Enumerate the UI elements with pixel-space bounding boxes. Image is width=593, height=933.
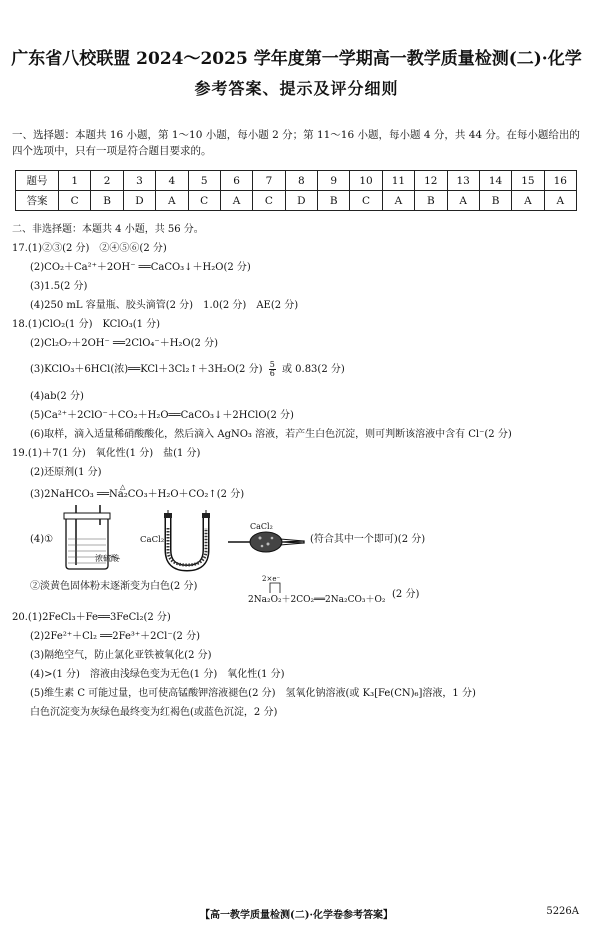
u-tube-icon — [160, 510, 215, 572]
answer-cell: C — [59, 191, 91, 211]
answer-cell: D — [123, 191, 155, 211]
question-number-cell: 13 — [447, 171, 479, 191]
page-subtitle: 参考答案、提示及评分细则 — [194, 79, 399, 98]
q19-line-2: (2)还原剂(1 分) — [30, 467, 102, 478]
fig-label-sulfuric: 浓硫酸 — [95, 554, 119, 563]
q17-line-3: (3)1.5(2 分) — [30, 281, 88, 292]
q19-equation: 2Na₂O₂＋2CO₂══2Na₂CO₃＋O₂ — [248, 595, 386, 605]
q19-line-6: ②淡黄色固体粉末逐渐变为白色(2 分) — [30, 581, 198, 592]
answer-cell: A — [220, 191, 252, 211]
question-number-cell: 9 — [318, 171, 350, 191]
answer-cell: C — [253, 191, 285, 211]
question-number-cell: 1 — [59, 171, 91, 191]
q19-line-3: (3)2NaHCO₃ ══Na₂CO₃＋H₂O＋CO₂↑(2 分) — [30, 489, 245, 500]
answer-cell: B — [415, 191, 447, 211]
answer-cell: C — [350, 191, 382, 211]
part1-intro: 一、选择题：本题共 16 小题，第 1～10 小题，每小题 2 分；第 11～16 小题，每小题 4 分，共 44 分。在每小题给出的四个选项中，只有一项是符合题目要求的。 — [12, 129, 580, 157]
q19-equation-score: (2 分) — [392, 589, 420, 600]
q19-line-4: (4)① — [30, 534, 54, 545]
page-footer: 【高一教学质量检测(二)·化学卷参考答案】 — [200, 910, 393, 921]
table-row-answers — [16, 191, 577, 211]
answer-cell: C — [188, 191, 220, 211]
question-number-cell: 14 — [479, 171, 511, 191]
question-number-cell: 7 — [253, 171, 285, 191]
question-number-cell: 3 — [123, 171, 155, 191]
answer-table — [15, 170, 577, 211]
answer-cell: A — [156, 191, 188, 211]
heat-symbol: △ — [120, 483, 126, 491]
question-number-cell: 15 — [512, 171, 544, 191]
q19-any-one-note: (符合其中一个即可)(2 分) — [310, 534, 426, 545]
row-label-answer: 答案 — [16, 191, 59, 211]
answer-cell: D — [285, 191, 317, 211]
q20-line-6: 白色沉淀变为灰绿色最终变为红褐色(或蓝色沉淀，2 分) — [30, 707, 278, 718]
q20-line-1: 20.(1)2FeCl₃＋Fe══3FeCl₂(2 分) — [12, 612, 171, 623]
question-number-cell: 6 — [220, 171, 252, 191]
question-number-cell: 10 — [350, 171, 382, 191]
answer-cell: A — [447, 191, 479, 211]
table-row-numbers — [16, 171, 577, 191]
answer-cell: B — [318, 191, 350, 211]
fig-label-cacl2-u: CaCl₂ — [140, 535, 165, 545]
q17-line-4: (4)250 mL 容量瓶、胶头滴管(2 分) 1.0(2 分) AE(2 分) — [30, 300, 299, 311]
answer-cell: A — [382, 191, 414, 211]
q20-line-2: (2)2Fe²⁺＋Cl₂ ══2Fe³⁺＋2Cl⁻(2 分) — [30, 631, 200, 642]
q18-fraction — [269, 361, 276, 378]
q20-line-3: (3)隔绝空气，防止氯化亚铁被氧化(2 分) — [30, 650, 212, 661]
q18-line-2: (2)Cl₂O₇＋2OH⁻ ══2ClO₄⁻＋H₂O(2 分) — [30, 338, 218, 349]
answer-cell: A — [512, 191, 544, 211]
q18-line-3 — [30, 361, 345, 378]
q18-line-6: (6)取样，滴入适量稀硝酸酸化，然后滴入 AgNO₃ 溶液，若产生白色沉淀，则可判断该溶液中含有 Cl⁻(2 分) — [30, 429, 512, 440]
q18-line-4: (4)ab(2 分) — [30, 391, 84, 402]
q20-line-5: (5)维生素 C 可能过量，也可使高锰酸钾溶液褪色(2 分) 氢氧化钠溶液(或 K₃[Fe(CN)₆]溶液，1 分) — [30, 688, 476, 699]
drying-tube-icon — [228, 530, 308, 554]
electron-arrow-icon — [266, 580, 326, 594]
part2-intro: 二、非选择题：本题共 4 小题，共 56 分。 — [12, 224, 204, 235]
q18-fraction-tail: 或 0.83(2 分) — [281, 364, 345, 375]
fraction-numerator: 5 — [269, 360, 275, 369]
question-number-cell: 5 — [188, 171, 220, 191]
fig-label-cacl2-tube: CaCl₂ — [250, 522, 273, 531]
q19-line-1: 19.(1)＋7(1 分) 氧化性(1 分) 盐(1 分) — [12, 448, 201, 459]
page-title: 广东省八校联盟 2024～2025 学年度第一学期高一教学质量检测(二)·化学 — [11, 49, 582, 69]
question-number-cell: 2 — [91, 171, 123, 191]
row-label-question: 题号 — [16, 171, 59, 191]
fraction-denominator: 6 — [269, 369, 275, 378]
question-number-cell: 16 — [544, 171, 576, 191]
q17-line-1: 17.(1)②③(2 分) ②④⑤⑥(2 分) — [12, 243, 167, 254]
document-code: 5226A — [546, 906, 579, 917]
q18-line-5: (5)Ca²⁺＋2ClO⁻＋CO₂＋H₂O══CaCO₃↓＋2HClO(2 分) — [30, 410, 294, 421]
question-number-cell: 12 — [415, 171, 447, 191]
answer-cell: B — [479, 191, 511, 211]
q20-line-4: (4)>(1 分) 溶液由浅绿色变为无色(1 分) 氧化性(1 分) — [30, 669, 285, 680]
question-number-cell: 8 — [285, 171, 317, 191]
q18-line-3-text: (3)KClO₃＋6HCl(浓)══KCl＋3Cl₂↑＋3H₂O(2 分) — [30, 364, 263, 375]
q18-line-1: 18.(1)ClO₂(1 分) KClO₃(1 分) — [12, 319, 161, 330]
question-number-cell: 11 — [382, 171, 414, 191]
q17-line-2: (2)CO₂＋Ca²⁺＋2OH⁻ ══CaCO₃↓＋H₂O(2 分) — [30, 262, 251, 273]
electron-transfer-label: 2×e⁻ — [262, 575, 281, 583]
question-number-cell: 4 — [156, 171, 188, 191]
answer-cell: B — [91, 191, 123, 211]
answer-cell: A — [544, 191, 576, 211]
